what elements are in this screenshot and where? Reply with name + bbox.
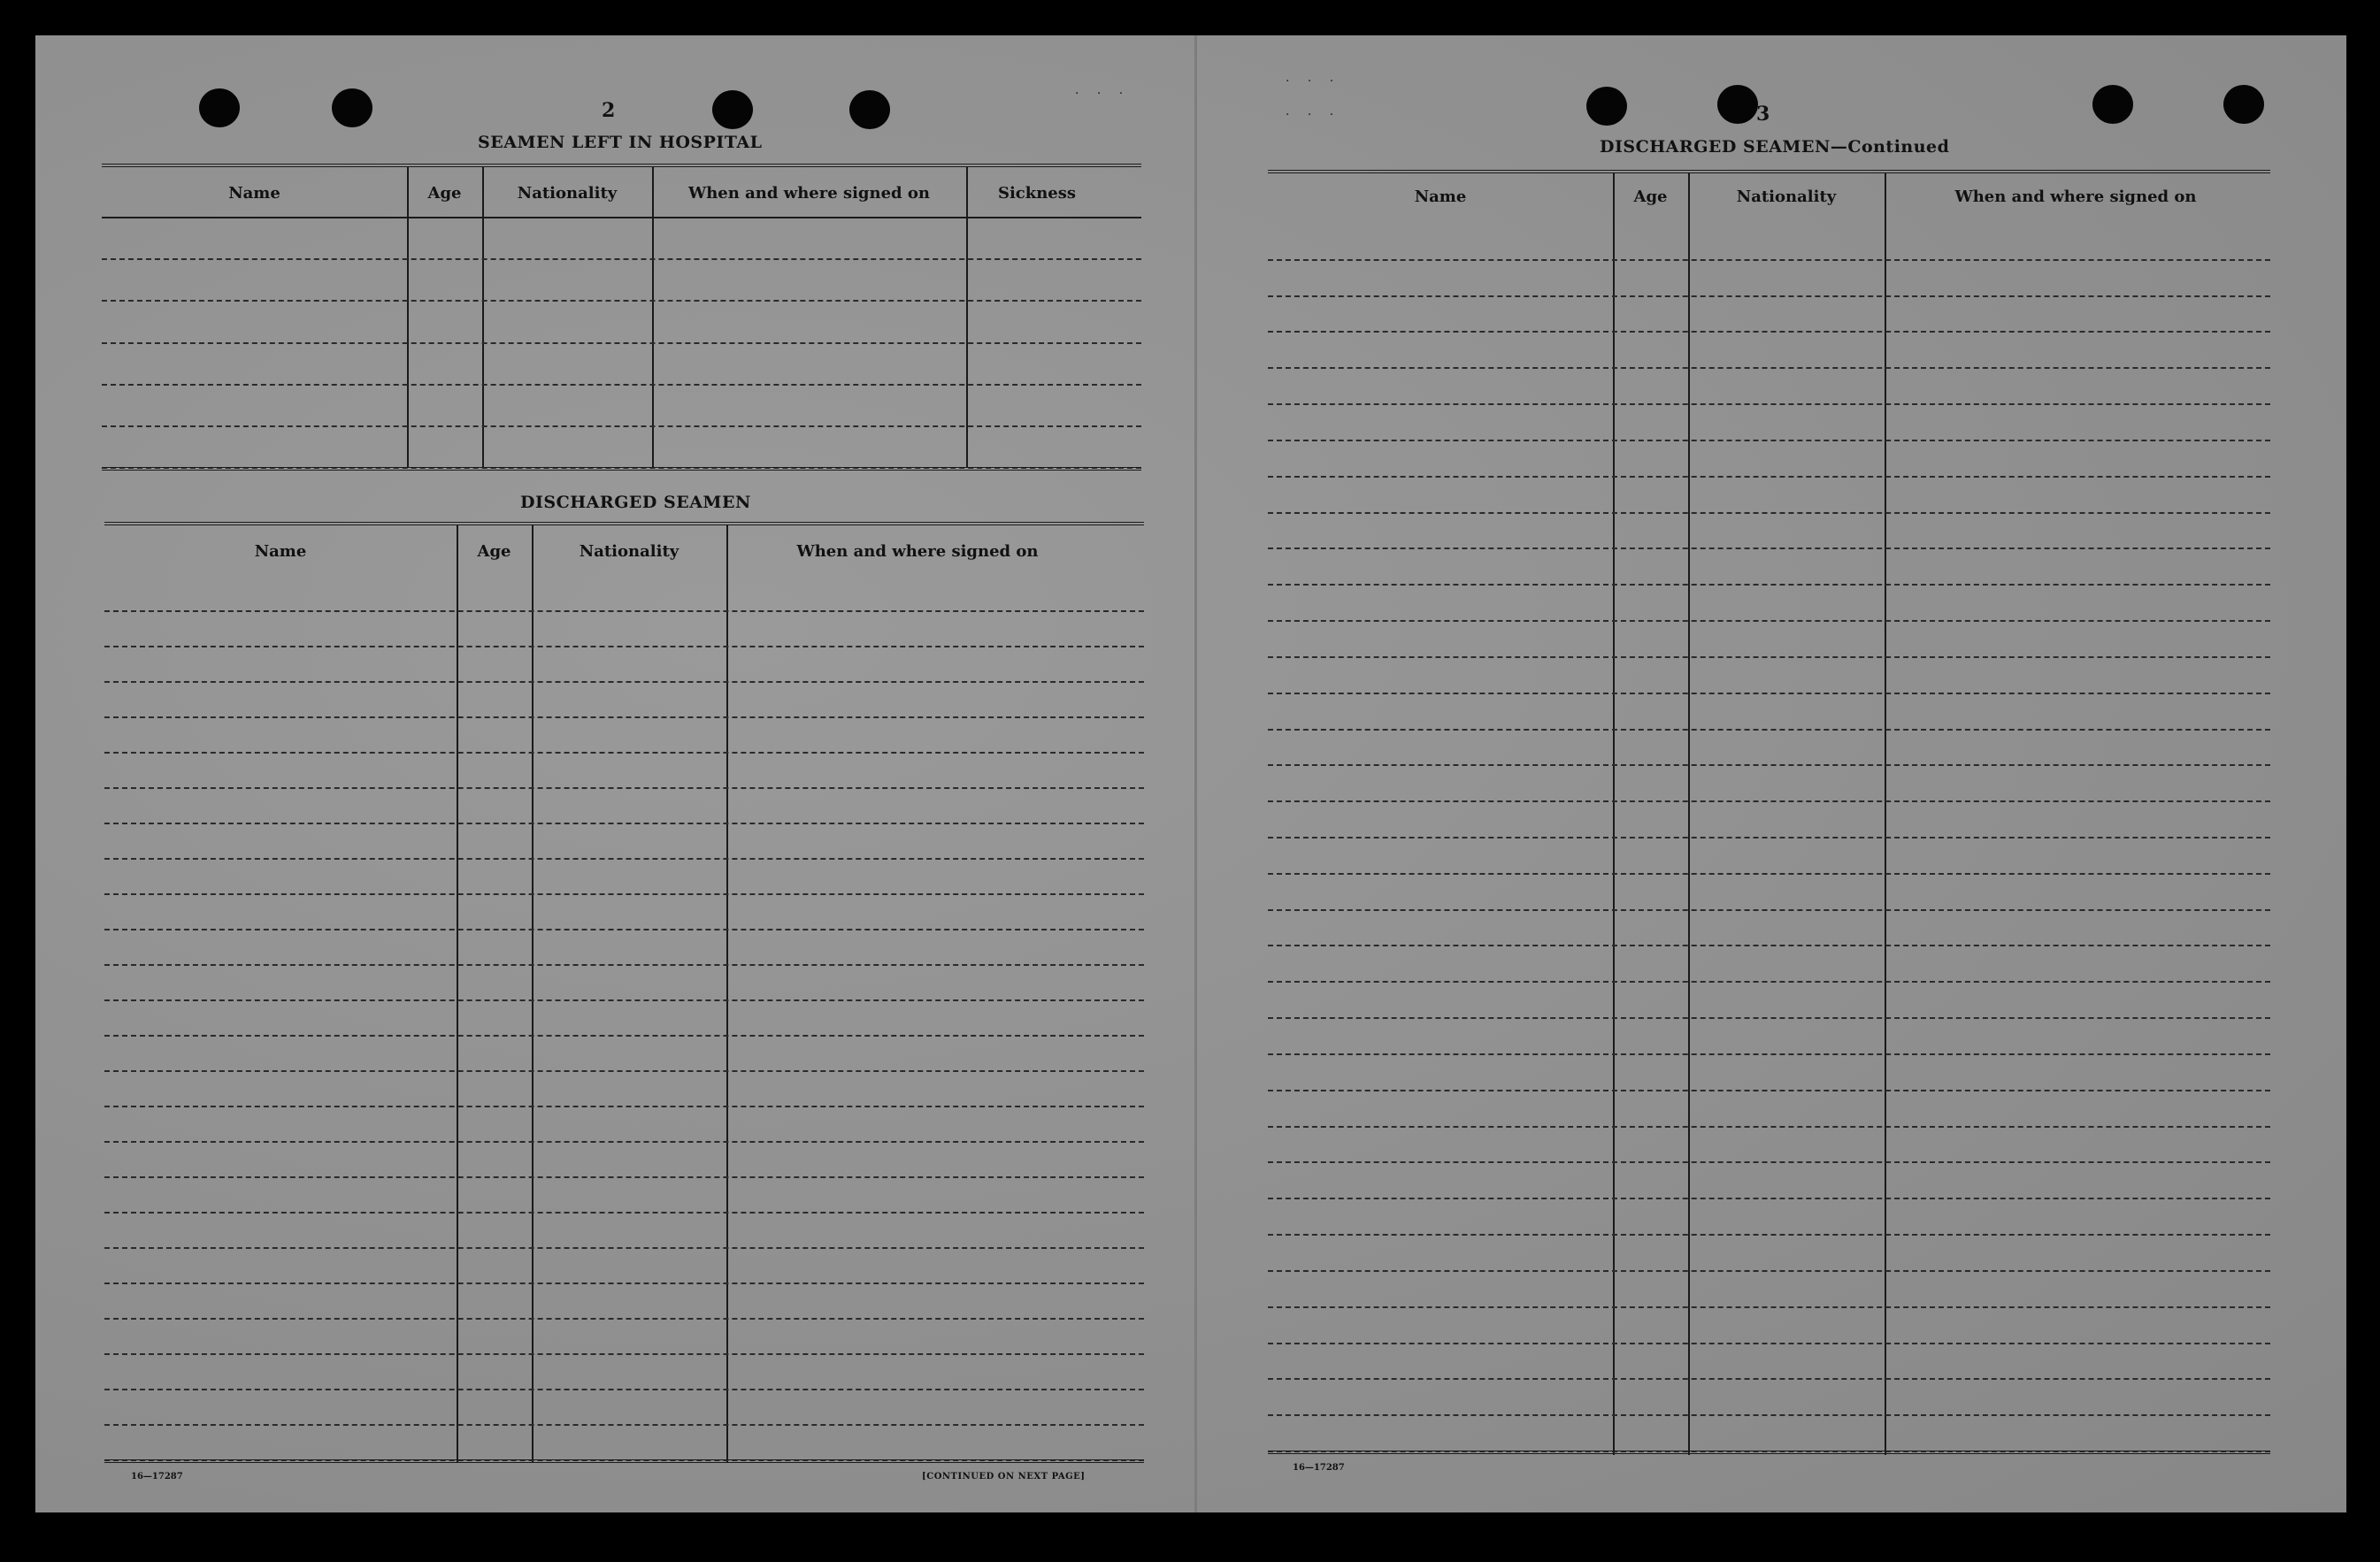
table-top-rule — [102, 164, 1141, 167]
table-row — [104, 1389, 1144, 1390]
punch-hole — [199, 88, 240, 127]
column-divider — [407, 166, 409, 467]
table-row — [1268, 656, 2270, 658]
table-row — [1268, 1017, 2270, 1019]
column-header-signed-on: When and where signed on — [796, 542, 1039, 561]
table-row — [1268, 1126, 2270, 1128]
table-row — [104, 787, 1144, 789]
column-divider — [652, 166, 654, 467]
table-row — [104, 1070, 1144, 1072]
column-divider — [1688, 172, 1690, 1455]
table-row — [1268, 837, 2270, 838]
table-row — [1268, 1343, 2270, 1344]
punch-hole — [712, 90, 753, 129]
right-page — [1194, 35, 2349, 1512]
punch-hole — [2092, 85, 2133, 124]
table-row — [1268, 1053, 2270, 1055]
table-row — [1268, 547, 2270, 549]
table-row — [1268, 295, 2270, 297]
table-row — [1268, 909, 2270, 911]
table-top-rule — [104, 522, 1144, 525]
table-row — [104, 1176, 1144, 1178]
column-header-nationality: Nationality — [1736, 188, 1837, 206]
column-header-name: Name — [228, 184, 280, 203]
table-bottom-rule — [1268, 1451, 2270, 1454]
table-row — [1268, 620, 2270, 622]
table-row — [104, 1106, 1144, 1107]
table-row — [1268, 440, 2270, 441]
table-row — [1268, 1234, 2270, 1236]
table-row — [1268, 1414, 2270, 1416]
table-row — [1268, 981, 2270, 983]
scan-specks: · · · — [1286, 74, 1341, 88]
column-header-age: Age — [477, 542, 511, 561]
discharged-continued-title: DISCHARGED SEAMEN—Continued — [1600, 137, 1950, 157]
punch-hole — [1586, 87, 1627, 126]
table-row — [1268, 800, 2270, 802]
column-header-sickness: Sickness — [997, 184, 1077, 203]
table-row — [104, 1318, 1144, 1320]
table-row — [1268, 476, 2270, 478]
table-row — [104, 1035, 1144, 1037]
table-row — [104, 1424, 1144, 1426]
table-row — [1268, 873, 2270, 875]
table-row — [1268, 1161, 2270, 1163]
table-row — [1268, 945, 2270, 946]
column-header-signed-on: When and where signed on — [688, 184, 930, 203]
table-bottom-rule — [104, 1459, 1144, 1463]
column-divider — [457, 524, 458, 1462]
table-bottom-rule — [102, 467, 1141, 471]
table-row — [1268, 693, 2270, 694]
left-page — [35, 35, 1194, 1512]
table-top-rule — [1268, 170, 2270, 173]
scan-specks: · · · — [1075, 87, 1131, 101]
table-row — [1268, 1090, 2270, 1091]
table-row — [104, 752, 1144, 754]
table-row — [104, 929, 1144, 930]
table-row — [104, 1141, 1144, 1143]
table-row — [1268, 1306, 2270, 1308]
table-row — [1268, 729, 2270, 731]
table-row — [104, 1212, 1144, 1214]
column-header-nationality: Nationality — [517, 184, 618, 203]
table-row — [104, 1283, 1144, 1284]
form-code: 16—17287 — [1293, 1463, 1345, 1473]
table-row — [104, 1353, 1144, 1355]
punch-hole — [2223, 85, 2264, 124]
table-row — [102, 342, 1141, 344]
punch-hole — [332, 88, 372, 127]
column-header-signed-on: When and where signed on — [1954, 188, 2197, 206]
table-row — [104, 1247, 1144, 1249]
table-row — [1268, 403, 2270, 405]
table-row — [104, 823, 1144, 824]
table-row — [1268, 259, 2270, 261]
column-divider — [1885, 172, 1886, 1455]
column-divider — [1613, 172, 1615, 1455]
table-row — [104, 964, 1144, 966]
table-row — [104, 646, 1144, 647]
column-divider — [966, 166, 968, 467]
table-row — [1268, 367, 2270, 369]
punch-hole — [849, 90, 890, 129]
table-row — [1268, 1378, 2270, 1380]
scan-specks: · · · — [1286, 108, 1341, 122]
table-row — [104, 858, 1144, 860]
page-number: 3 — [1756, 103, 1770, 126]
table-row — [104, 893, 1144, 895]
scanned-form — [35, 35, 2346, 1512]
table-row — [102, 384, 1141, 386]
column-header-name: Name — [1414, 188, 1467, 206]
column-divider — [726, 524, 728, 1462]
column-header-name: Name — [254, 542, 307, 561]
table-row — [104, 610, 1144, 612]
continued-note: [CONTINUED ON NEXT PAGE] — [922, 1472, 1086, 1482]
page-number: 2 — [602, 99, 616, 122]
column-header-age: Age — [1633, 188, 1668, 206]
punch-hole — [1717, 85, 1758, 124]
column-divider — [482, 166, 484, 467]
table-row — [102, 425, 1141, 427]
table-row — [1268, 1270, 2270, 1272]
table-row — [104, 681, 1144, 683]
discharged-section-title: DISCHARGED SEAMEN — [520, 493, 751, 512]
table-row — [102, 300, 1141, 302]
form-code: 16—17287 — [131, 1472, 183, 1482]
table-row — [1268, 331, 2270, 333]
table-row — [1268, 1198, 2270, 1199]
table-row — [104, 999, 1144, 1001]
column-header-age: Age — [427, 184, 462, 203]
column-header-nationality: Nationality — [579, 542, 679, 561]
table-row — [102, 258, 1141, 260]
table-row — [104, 716, 1144, 718]
hospital-section-title: SEAMEN LEFT IN HOSPITAL — [478, 133, 763, 152]
header-bottom-rule — [102, 217, 1141, 218]
table-row — [1268, 584, 2270, 586]
table-row — [1268, 764, 2270, 766]
table-row — [1268, 512, 2270, 514]
column-divider — [532, 524, 534, 1462]
